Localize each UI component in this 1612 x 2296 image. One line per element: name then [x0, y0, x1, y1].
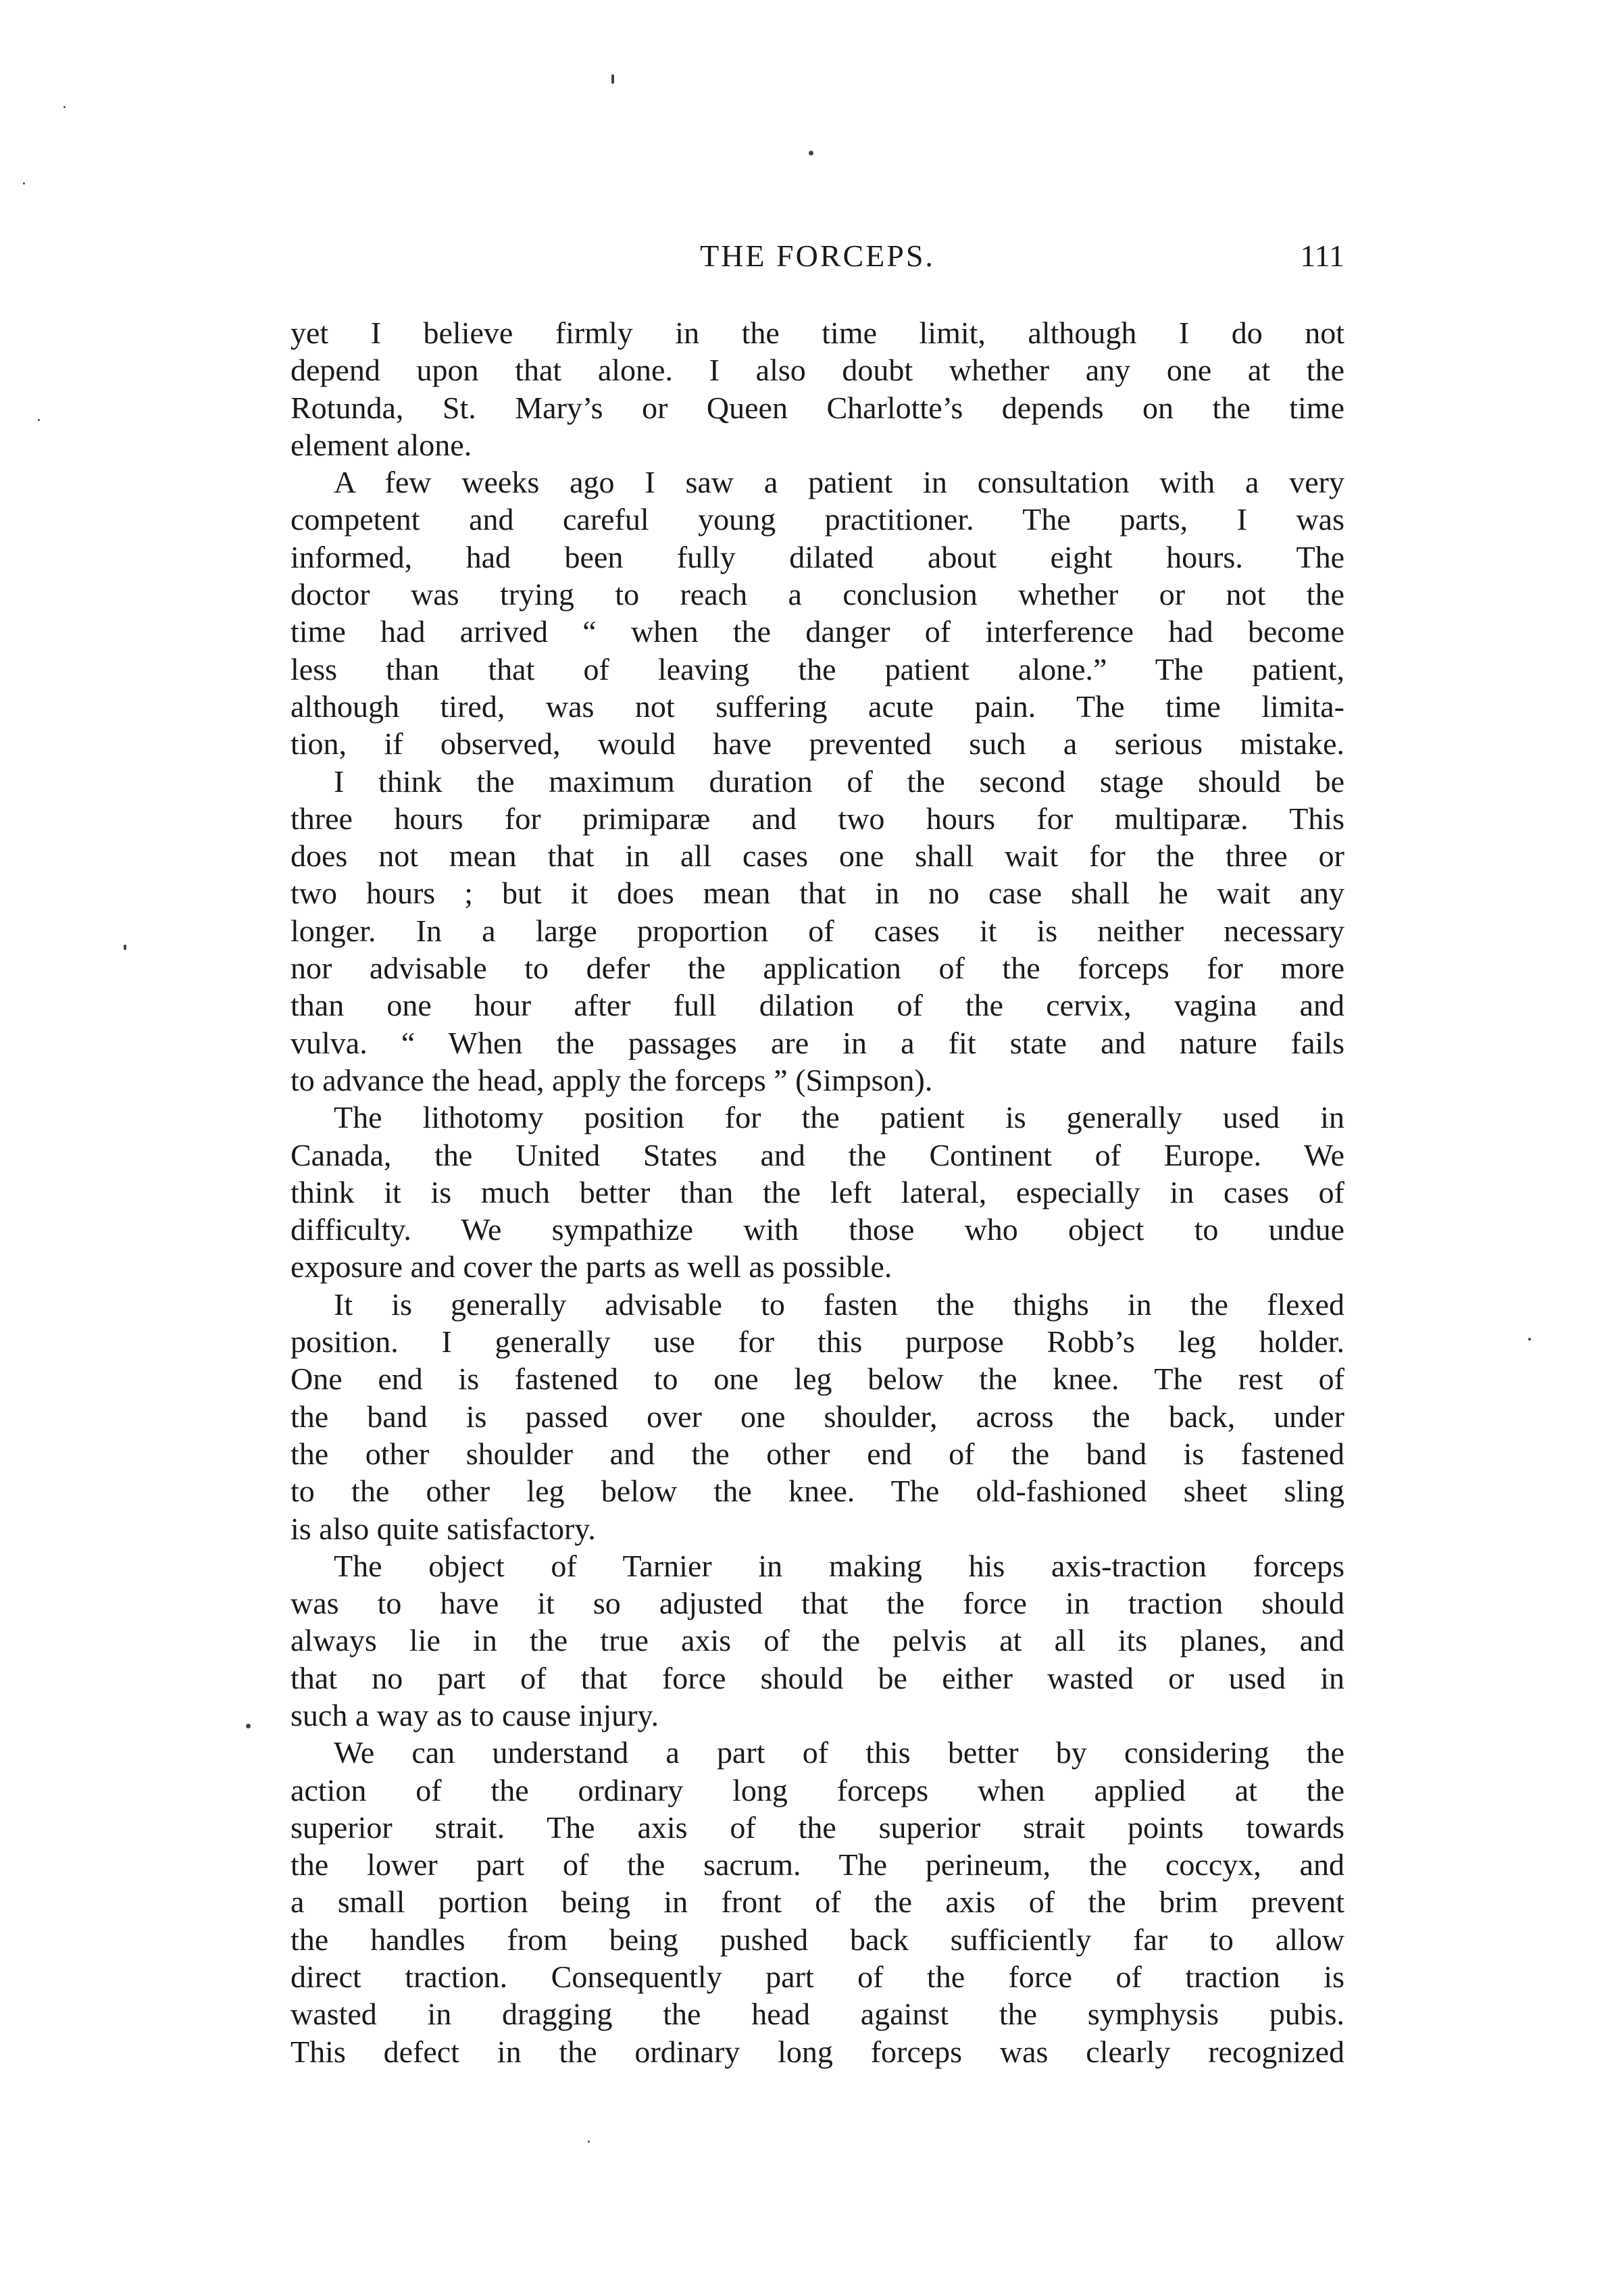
text-line: although tired, was not suffering acute pain. The time limita-	[291, 689, 1344, 724]
text-line: The object of Tarnier in making his axis-traction forceps	[334, 1548, 1344, 1583]
text-line: competent and careful young practitioner. The parts, I was	[291, 502, 1344, 537]
text-line: A few weeks ago I saw a patient in consultation with a very	[334, 465, 1344, 500]
text-line: action of the ordinary long forceps when applied at the	[291, 1772, 1344, 1807]
scan-speck	[246, 1724, 251, 1728]
text-line: the handles from being pushed back sufficiently far to allow	[291, 1922, 1344, 1957]
scan-speck	[38, 419, 40, 421]
text-line: the band is passed over one shoulder, across the back, under	[291, 1399, 1344, 1434]
text-line: difficulty. We sympathize with those who object to undue	[291, 1212, 1344, 1247]
text-line: informed, had been fully dilated about eight hours. The	[291, 539, 1344, 574]
text-line: doctor was trying to reach a conclusion whether or not the	[291, 577, 1344, 612]
scan-speck	[809, 151, 813, 155]
text-line: Rotunda, St. Mary’s or Queen Charlotte’s depends on the time	[291, 390, 1344, 425]
text-line: I think the maximum duration of the second stage should be	[334, 764, 1344, 799]
text-line: wasted in dragging the head against the symphysis pubis.	[291, 1997, 1344, 2032]
text-line: that no part of that force should be either wasted or used in	[291, 1660, 1344, 1695]
text-line: exposure and cover the parts as well as possible.	[291, 1249, 892, 1284]
text-line: yet I believe firmly in the time limit, although I do not	[291, 316, 1344, 350]
text-line: to advance the head, apply the forceps ” (Simpson).	[291, 1062, 933, 1097]
text-line: nor advisable to defer the application of the forceps for more	[291, 951, 1344, 986]
text-line: does not mean that in all cases one shall wait for the three or	[291, 839, 1344, 874]
body-text	[291, 314, 1344, 2070]
running-title: THE FORCEPS.	[700, 239, 935, 273]
text-line: longer. In a large proportion of cases it is neither necessary	[291, 913, 1344, 948]
text-line: It is generally advisable to fasten the thighs in the flexed	[334, 1287, 1344, 1322]
text-line: This defect in the ordinary long forceps was clearly recognized	[291, 2034, 1344, 2069]
text-line: is also quite satisfactory.	[291, 1511, 596, 1546]
scan-speck	[1528, 1338, 1531, 1341]
scan-speck	[611, 74, 614, 84]
text-line: a small portion being in front of the axis of the brim prevent	[291, 1885, 1344, 1920]
text-line: direct traction. Consequently part of the force of traction is	[291, 1960, 1344, 1995]
page-number: 111	[1300, 239, 1344, 273]
text-line: vulva. “ When the passages are in a fit state and nature fails	[291, 1025, 1344, 1060]
scan-speck	[23, 182, 25, 184]
running-head	[291, 238, 1344, 285]
text-line: think it is much better than the left lateral, especially in cases of	[291, 1174, 1344, 1209]
text-line: The lithotomy position for the patient is generally used in	[334, 1100, 1344, 1135]
text-line: two hours ; but it does mean that in no case shall he wait any	[291, 876, 1344, 911]
text-line: three hours for primiparæ and two hours for multiparæ. This	[291, 801, 1344, 836]
text-line: One end is fastened to one leg below the knee. The rest of	[291, 1362, 1344, 1397]
text-line: than one hour after full dilation of the cervix, vagina and	[291, 988, 1344, 1023]
text-line: We can understand a part of this better by considering the	[334, 1735, 1344, 1770]
text-line: Canada, the United States and the Continent of Europe. We	[291, 1137, 1344, 1172]
text-line: such a way as to cause injury.	[291, 1697, 659, 1732]
scan-speck	[64, 106, 66, 108]
text-line: tion, if observed, would have prevented such a serious mistake.	[291, 726, 1344, 762]
text-line: less than that of leaving the patient alone.” The patient,	[291, 651, 1344, 687]
scan-speck	[588, 2141, 590, 2143]
text-line: was to have it so adjusted that the force in traction should	[291, 1586, 1344, 1621]
scan-speck	[124, 945, 126, 950]
text-line: the lower part of the sacrum. The perineum, the coccyx, and	[291, 1847, 1344, 1882]
text-line: to the other leg below the knee. The old-fashioned sheet sling	[291, 1474, 1344, 1509]
text-line: time had arrived “ when the danger of interference had become	[291, 614, 1344, 649]
text-line: always lie in the true axis of the pelvis at all its planes, and	[291, 1623, 1344, 1658]
text-line: position. I generally use for this purpose Robb’s leg holder.	[291, 1324, 1344, 1359]
text-line: depend upon that alone. I also doubt whether any one at the	[291, 353, 1344, 388]
text-line: the other shoulder and the other end of the band is fastened	[291, 1436, 1344, 1471]
text-line: superior strait. The axis of the superior strait points towards	[291, 1810, 1344, 1845]
text-line: element alone.	[291, 427, 472, 462]
